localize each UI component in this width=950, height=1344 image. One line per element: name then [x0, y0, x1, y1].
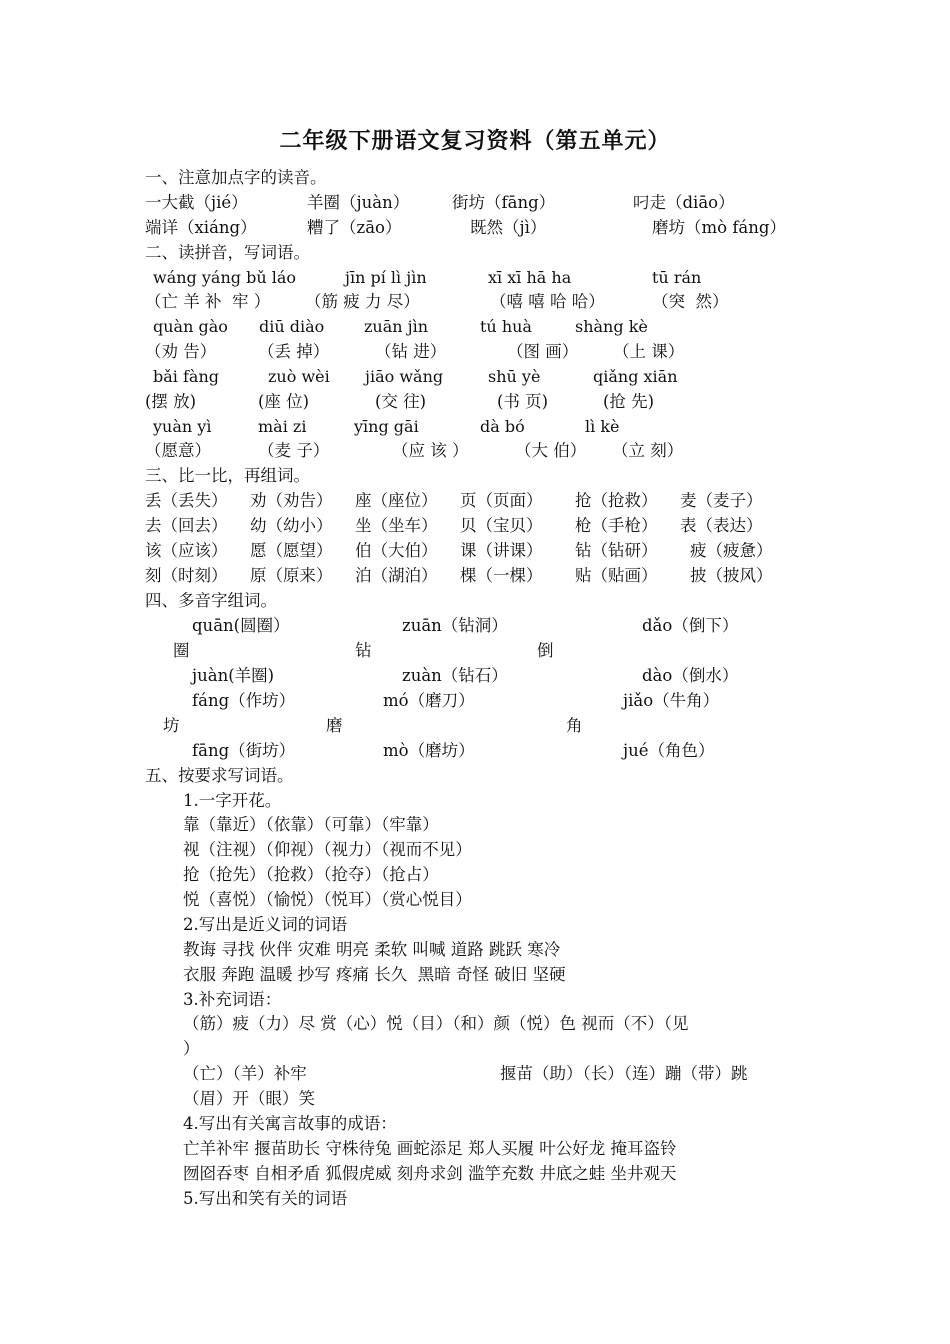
subsection-heading: 5.写出和笑有关的词语 [183, 1189, 348, 1208]
polyphone-reading: dǎo（倒下） [642, 616, 739, 635]
answer-word: (书 页) [497, 392, 549, 411]
polyphone-char: 圈 [173, 641, 190, 660]
text-line: 囫囵吞枣 自相矛盾 狐假虎威 刻舟求剑 滥竽充数 井底之蛙 坐井观天 [183, 1164, 677, 1183]
pinyin: yīng gāi [354, 417, 419, 436]
reading-item: 羊圈（juàn） [307, 193, 410, 212]
polyphone-reading: zuàn（钻石） [402, 666, 508, 685]
compare-word: 丢（丢失） [145, 491, 228, 510]
answer-word: (摆 放) [145, 392, 197, 411]
reading-item: 糟了（zāo） [307, 218, 402, 237]
answer-word: （劝 告） [145, 342, 217, 361]
text-line: ） [183, 1039, 200, 1058]
section-1-heading: 一、注意加点字的读音。 [145, 168, 327, 187]
subsection-heading: 2.写出是近义词的词语 [183, 915, 348, 934]
compare-word: 原（原来） [250, 566, 333, 585]
reading-item: 叼走（diāo） [633, 193, 735, 212]
pinyin: wáng yáng bǔ láo [153, 268, 296, 287]
pinyin: quàn gào [153, 317, 228, 336]
compare-word: 表（表达） [680, 516, 763, 535]
polyphone-char: 倒 [537, 641, 554, 660]
section-5-heading: 五、按要求写词语。 [145, 766, 294, 785]
reading-item: 端详（xiáng） [145, 218, 257, 237]
compare-word: 泊（湖泊） [355, 566, 438, 585]
subsection-heading: 4.写出有关寓言故事的成语： [183, 1114, 397, 1133]
subsection-heading: 1.一字开花。 [183, 791, 282, 810]
pinyin: mài zi [258, 417, 307, 436]
answer-word: （立 刻） [612, 441, 684, 460]
answer-word: （突 然） [652, 292, 729, 311]
text-line: 教诲 寻找 伙伴 灾难 明亮 柔软 叫喊 道路 跳跃 寒冷 [183, 940, 561, 959]
section-4-heading: 四、多音字组词。 [145, 591, 277, 610]
section-3-heading: 三、比一比，再组词。 [145, 466, 310, 485]
answer-word: （应 该 ） [392, 441, 469, 460]
answer-word: （亡 羊 补 牢 ） [145, 292, 271, 311]
compare-word: 去（回去） [145, 516, 228, 535]
answer-word: （麦 子） [258, 441, 330, 460]
text-line: 抢（抢先）（抢救）（抢夺）（抢占） [183, 865, 439, 884]
text-line: （筋）疲（力）尽 赏（心）悦（目）（和）颜（悦）色 视而（不）（见 [183, 1014, 689, 1033]
compare-word: 劝（劝告） [250, 491, 333, 510]
pinyin: tū rán [652, 268, 702, 287]
compare-word: 刻（时刻） [145, 566, 228, 585]
polyphone-reading: jiǎo（牛角） [623, 691, 720, 710]
compare-word: 座（座位） [355, 491, 438, 510]
pinyin: zuò wèi [268, 367, 330, 386]
pinyin: bǎi fàng [153, 367, 219, 386]
polyphone-reading: fāng（街坊） [192, 741, 296, 760]
reading-item: 一大截（jié） [145, 193, 248, 212]
polyphone-char: 角 [566, 716, 583, 735]
polyphone-char: 钻 [355, 641, 372, 660]
pinyin: diū diào [259, 317, 325, 336]
polyphone-char: 磨 [326, 716, 343, 735]
polyphone-reading: fáng（作坊） [192, 691, 296, 710]
answer-word: （上 课） [613, 342, 685, 361]
polyphone-reading: dào（倒水） [642, 666, 739, 685]
answer-word: （筋 疲 力 尽） [305, 292, 420, 311]
compare-word: 幼（幼小） [250, 516, 333, 535]
pinyin: jiāo wǎng [365, 367, 444, 386]
answer-word: (座 位) [258, 392, 310, 411]
polyphone-reading: quān(圆圈） [192, 616, 290, 635]
polyphone-reading: juàn(羊圈) [192, 666, 275, 685]
compare-word: 贝（宝贝） [460, 516, 543, 535]
answer-word: （丢 掉） [258, 342, 330, 361]
compare-word: 课（讲课） [460, 541, 543, 560]
reading-item: 磨坊（mò fáng） [652, 218, 786, 237]
polyphone-char: 坊 [163, 716, 180, 735]
pinyin: shū yè [488, 367, 541, 386]
reading-item: 既然（jì） [470, 218, 547, 237]
polyphone-reading: mò（磨坊） [383, 741, 475, 760]
compare-word: 麦（麦子） [680, 491, 763, 510]
compare-word: 贴（贴画） [575, 566, 658, 585]
page-title: 二年级下册语文复习资料（第五单元） [279, 128, 671, 154]
compare-word: 坐（坐车） [355, 516, 438, 535]
answer-word: （钻 进） [375, 342, 447, 361]
reading-item: 街坊（fāng） [452, 193, 556, 212]
pinyin: shàng kè [575, 317, 648, 336]
pinyin: tú huà [480, 317, 532, 336]
text-line: 靠（靠近）（依靠）（可靠）（牢靠） [183, 815, 439, 834]
answer-word: （大 伯） [515, 441, 587, 460]
pinyin: xī xī hā ha [488, 268, 572, 287]
pinyin: lì kè [585, 417, 620, 436]
pinyin: jīn pí lì jìn [345, 268, 427, 287]
pinyin: yuàn yì [153, 417, 212, 436]
compare-word: 疲（疲惫） [690, 541, 773, 560]
polyphone-reading: jué（角色） [623, 741, 715, 760]
answer-word: (抢 先) [603, 392, 655, 411]
compare-word: 枪（手枪） [575, 516, 658, 535]
text-line: 揠苗（助）（长）（连）蹦（带）跳 [500, 1064, 748, 1083]
compare-word: 披（披风） [690, 566, 773, 585]
compare-word: 抢（抢救） [575, 491, 658, 510]
text-line: 悦（喜悦）（愉悦）（悦耳）（赏心悦目） [183, 890, 472, 909]
compare-word: 愿（愿望） [250, 541, 333, 560]
compare-word: 钻（钻研） [575, 541, 658, 560]
answer-word: (交 往) [375, 392, 427, 411]
answer-word: （愿意） [145, 441, 211, 460]
subsection-heading: 3.补充词语： [183, 990, 282, 1009]
polyphone-reading: zuān（钻洞） [402, 616, 508, 635]
text-line: （亡）（羊）补牢 [183, 1064, 307, 1083]
pinyin: dà bó [480, 417, 525, 436]
pinyin: zuān jìn [364, 317, 429, 336]
answer-word: （嘻 嘻 哈 哈） [490, 292, 605, 311]
text-line: （眉）开（眼）笑 [183, 1089, 315, 1108]
pinyin: qiǎng xiān [593, 367, 678, 386]
compare-word: 该（应该） [145, 541, 228, 560]
section-2-heading: 二、读拼音，写词语。 [145, 243, 310, 262]
compare-word: 棵（一棵） [460, 566, 543, 585]
text-line: 衣服 奔跑 温暖 抄写 疼痛 长久 黑暗 奇怪 破旧 坚硬 [183, 965, 566, 984]
text-line: 亡羊补牢 揠苗助长 守株待兔 画蛇添足 郑人买履 叶公好龙 掩耳盗铃 [183, 1139, 677, 1158]
text-line: 视（注视）（仰视）（视力）（视而不见） [183, 840, 472, 859]
answer-word: （图 画） [507, 342, 579, 361]
polyphone-reading: mó（磨刀） [383, 691, 475, 710]
compare-word: 页（页面） [460, 491, 543, 510]
compare-word: 伯（大伯） [355, 541, 438, 560]
